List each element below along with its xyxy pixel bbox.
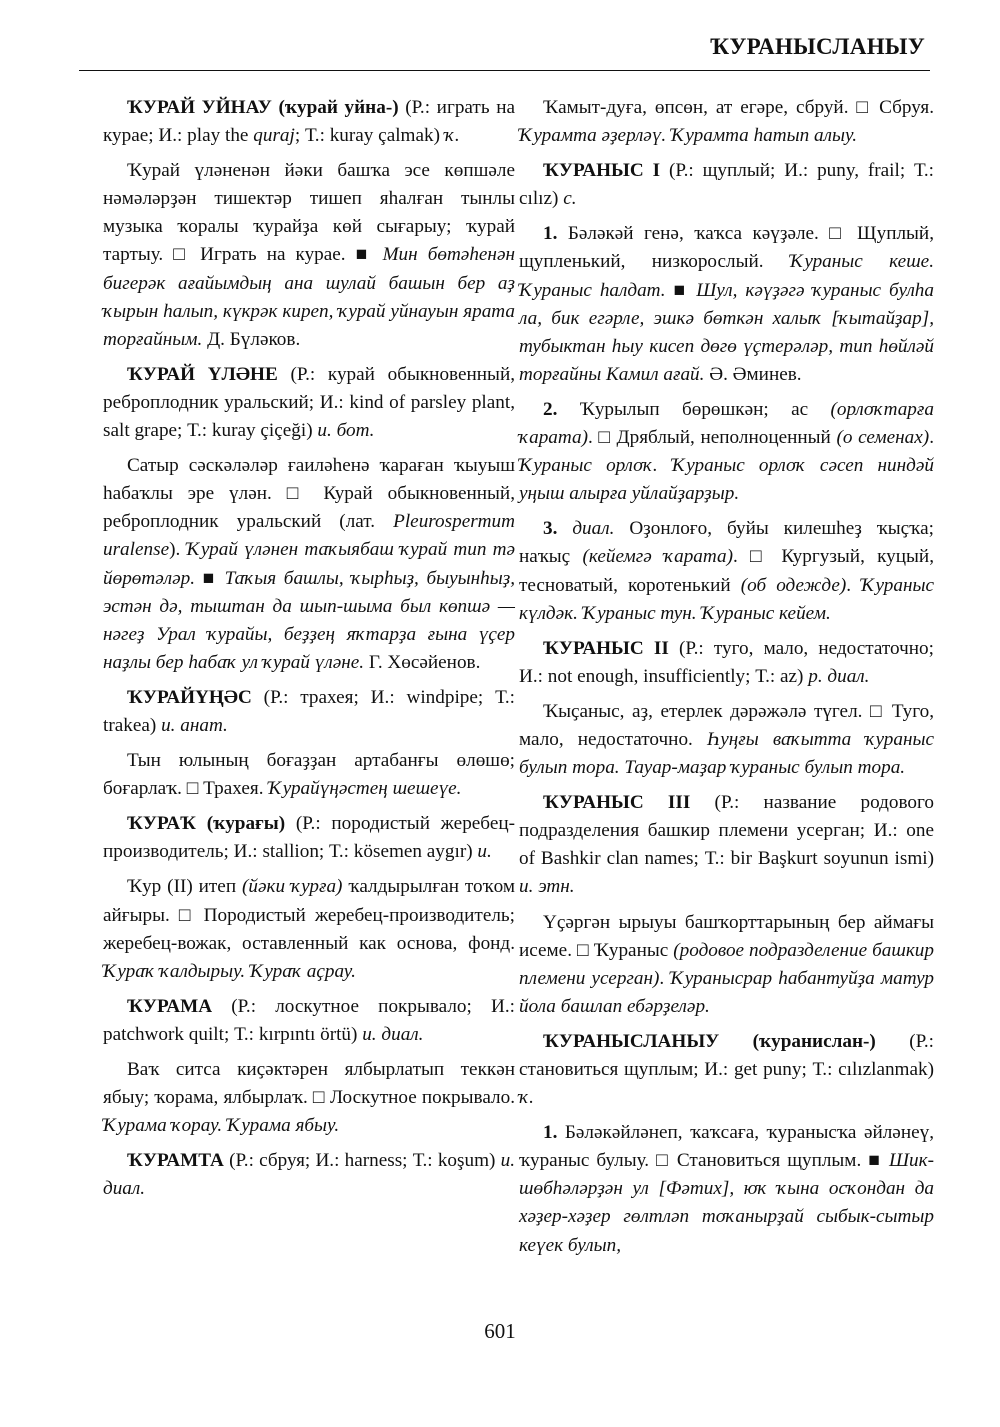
italic-run: (о семенах)	[836, 427, 930, 449]
italic-run: с.	[563, 188, 577, 210]
right-column	[519, 94, 934, 1260]
italic-run: Таҡыя башлы, ҡырһыҙ, быуынһыҙ, эстән дә, тыштан да шып-шыма был көпшә — нәгеҙ Урал ҡурайы, беҙҙең яҡтарҙа ғына үҫер наҙлы бер һабаҡ ул ҡурай үләне.	[103, 567, 515, 673]
bold-run: ҠУРАМТА	[127, 1150, 224, 1172]
italic-run: ҡ.	[444, 125, 460, 147]
running-head: ҠУРАНЫСЛАНЫУ	[710, 34, 925, 59]
dictionary-entry-text	[103, 452, 515, 677]
italic-run: Ҡуранысрар һабантуйҙа матур йола башлап ебәрҙеләр.	[519, 967, 935, 1017]
text-run: (Р.: играть на курае; И.: play the	[103, 97, 515, 147]
dictionary-entry-headword	[519, 635, 934, 691]
italic-run: Мин бөтәһенән бигерәк ағайымдың ана шулай башын бер аҙ ҡырын һалып, күкрәк киреп, ҡурай уйнауын ярата торғайным.	[103, 244, 515, 350]
dictionary-entry-headword	[103, 684, 515, 740]
italic-run: и. анат.	[161, 714, 228, 736]
dictionary-entry-text	[519, 1119, 934, 1259]
italic-run: и.	[477, 841, 492, 863]
italic-run: Ҡурамта әҙерләү. Ҡурамта һатып алыу.	[519, 125, 858, 147]
text-run: Ҡурай үләненән йәки башҡа эсе көпшәле нәмәләрҙән тишектәр тишеп яһалған тынлы музыка ҡоралы ҡурайҙа көй сығарыу; ҡурай тартыу. □ Играть на курае. ■	[103, 160, 515, 266]
text-run: (Р.: сбруя; И.: harness; Т.: koşum)	[223, 1150, 501, 1172]
italic-run: Һуңғы ваҡытта ҡураныс булып тора. Тауар-маҙар ҡураныс булып тора.	[519, 728, 934, 779]
dictionary-entry-text	[103, 1056, 515, 1140]
text-run: Оҙонлоғо, буйы килешһеҙ ҡыҫҡа; наҡыҫ	[519, 518, 935, 568]
dictionary-entry-headword	[519, 789, 934, 901]
text-run: ■	[195, 567, 225, 589]
text-run: . □ Кургузый, куцый, тесноватый, коротенький	[519, 546, 934, 596]
dictionary-entry-text	[103, 157, 515, 354]
italic-run: р. диал.	[808, 665, 870, 687]
bold-run: ҠУРАЙ УЙНАУ (ҡурай уйна-)	[127, 97, 399, 118]
italic-run: и. диал.	[103, 1150, 515, 1200]
bold-run: ҠУРАМА	[127, 995, 213, 1017]
italic-run: (йәки ҡурға)	[242, 876, 343, 898]
dictionary-entry-headword	[103, 94, 515, 150]
text-run: .	[846, 574, 862, 596]
text-run: Сатыр сәскәләләр ғаиләһенә ҡараған ҡыуыш һабаҡлы эре үлән. □ Курай обыкновенный, реброплодник уральский (лат.	[103, 455, 515, 533]
dictionary-entry-headword	[103, 810, 515, 866]
bold-run: ҠУРАНЫС I	[543, 160, 661, 182]
italic-run: Ҡурайүңәстең шешеүе.	[268, 778, 462, 800]
text-run: (Р.: название родового подразделения башкир племени усерган; И.: one of Bashkir clan names; Т.: bir Başkurt soyunun ismi)	[519, 792, 935, 870]
bold-run: 1.	[543, 1122, 558, 1144]
dictionary-entry-text	[519, 515, 934, 627]
text-run: Үҫәргән ырыуы башҡорттарының бер аймағы исеме. □ Ҡураныс	[519, 911, 934, 961]
italic-run: и. бот.	[317, 420, 375, 442]
italic-run: Ҡураныс күлдәк. Ҡураныс тун. Ҡураныс кейем.	[519, 574, 934, 624]
text-run: . □ Дряблый, неполноценный	[587, 427, 837, 449]
text-run: Ҡамыт-дуға, өпсөн, ат егәре, сбруй. □ Сбруя.	[543, 97, 934, 118]
italic-run: (орлоҡтарға ҡарата)	[519, 398, 934, 449]
italic-run: quraj	[253, 125, 295, 147]
bold-run: ҠУРАНЫС II	[543, 637, 669, 659]
bold-run: 2.	[543, 398, 558, 420]
text-run: ; Т.: kuray çalmak)	[294, 125, 445, 147]
italic-run: Ҡураҡ ҡалдырыу. Ҡураҡ аҫрау.	[103, 960, 356, 982]
text-run: Бәләкәйләнеп, ҡаҡсаға, ҡуранысҡа әйләнеү, ҡураныс булыу. □ Становиться щуплым. ■	[519, 1122, 934, 1172]
text-run: Бәләкәй генә, ҡаҡса кәүҙәле. □ Щуплый, щупленький, низкорослый.	[519, 223, 934, 273]
dictionary-entry-headword	[103, 993, 515, 1049]
dictionary-entry-text	[519, 909, 934, 1021]
text-run: .	[659, 967, 671, 989]
text-run: Ҡыҫаныс, аҙ, етерлек дәрәжәлә түгел. □ Туго, мало, недостаточно.	[519, 700, 934, 750]
bold-run: 3.	[543, 518, 558, 540]
text-run: Ә. Әминев.	[704, 363, 802, 385]
dictionary-entry-headword	[103, 1147, 515, 1203]
text-run: Ваҡ ситса киҫәктәрен ялбырлатып теккән ябыу; ҡорама, ялбырлаҡ. □ Лоскутное покрывало.	[103, 1059, 515, 1109]
text-run: Ҡурылып бөрөшкән; ас	[557, 398, 831, 420]
italic-run: Ҡураныс кеше. Ҡураныс һалдат.	[519, 251, 934, 301]
dictionary-entry-text	[103, 747, 515, 803]
bold-run: ҠУРАЙҮҢӘС	[127, 686, 252, 708]
text-run: (Р.: породистый жеребец-производитель; И.: stallion; Т.: kösemen aygır)	[103, 813, 515, 863]
italic-run: Ҡурама ҡорау. Ҡурама ябыу.	[103, 1115, 340, 1137]
italic-run: Шик-шөбһәләрҙән ул [Фәтих], юҡ ҡына осҡондан да хәҙер-хәҙер гөлтләп тоҡанырҙай сыбык-сытыр кеүек булып,	[519, 1150, 934, 1256]
italic-run: (родовое подразделение башкир племени усерган)	[519, 939, 934, 989]
dictionary-entry-text	[519, 698, 934, 782]
italic-run: Ҡураныс орлоҡ. Ҡураныс орлоҡ сәсеп ниндәй уңыш алырға уйлайҙарҙыр.	[519, 455, 934, 505]
italic-run: (кейемгә ҡарата)	[582, 546, 733, 568]
text-run: (Р.: щуплый; И.: puny, frail; Т.: cılız)	[519, 160, 934, 210]
bold-run: ҠУРАНЫС III	[543, 792, 691, 814]
page-number: 601	[484, 1319, 516, 1343]
dictionary-entry-text	[519, 396, 934, 508]
text-run: .	[929, 427, 934, 449]
text-run: ■	[665, 279, 697, 301]
text-run: Тын юлының боғаҙҙан артабанғы өлөшө; боғарлаҡ. □ Трахея.	[103, 750, 515, 800]
bold-run: ҠУРАНЫСЛАНЫУ (ҡуранислан-)	[543, 1030, 876, 1052]
bold-run: ҠУРАЙ ҮЛӘНЕ	[127, 363, 278, 385]
text-run: Г. Хөсәйенов.	[364, 651, 481, 673]
bold-run: ҠУРАҠ (ҡурағы)	[127, 813, 286, 835]
italic-run: и. диал.	[362, 1023, 424, 1045]
header-rule	[79, 70, 930, 71]
italic-run: Pleurospermum uralense	[103, 511, 515, 561]
italic-run: и. этн.	[519, 876, 575, 898]
text-run: ҡалдырылған тоҡом айғыры. □ Породистый жеребец-производитель; жеребец-вожак, оставленный как основа, фонд.	[103, 876, 516, 954]
dictionary-entry-text	[519, 94, 934, 150]
dictionary-entry-text	[519, 220, 934, 389]
text-run: Ҡур (II) итеп	[127, 876, 243, 898]
text-run: (Р.: туго, мало, недостаточно; И.: not enough, insufficiently; Т.: az)	[519, 637, 934, 687]
text-run: Д. Бүләков.	[202, 328, 301, 350]
text-run	[557, 518, 572, 539]
italic-run: Шул, кәүҙәгә ҡураныс булһа ла, бик егәрле, эшкә бөткән халыҡ [ҡытайҙар], тубыктан һыу кисеп дөгө үҫтерәләр, тип һөйләй торғайны Камил ағай.	[519, 279, 934, 385]
dictionary-entry-headword	[519, 157, 934, 213]
bold-run: 1.	[543, 223, 558, 245]
left-column	[103, 94, 515, 1203]
text-run: (Р.: становиться щуплым; И.: get puny; Т.: cılızlanmak)	[519, 1030, 934, 1080]
dictionary-entry-headword	[103, 361, 515, 445]
text-run: (Р.: лоскутное покрывало; И.: patchwork quilt; Т.: kırpıntı örtü)	[103, 995, 515, 1045]
italic-run: Ҡурай үләнен таҡыябаш ҡурай тип тә йөрөтәләр.	[103, 539, 516, 589]
italic-run: (об одежде)	[740, 574, 847, 596]
dictionary-entry-headword	[519, 1028, 934, 1112]
italic-run: ҡ.	[519, 1087, 534, 1109]
italic-run: диал.	[572, 518, 615, 540]
dictionary-entry-text	[103, 873, 515, 985]
text-run: ).	[169, 539, 187, 561]
text-run: (Р.: курай обыкновенный, реброплодник уральский; И.: kind of parsley plant, salt grape; Т.: kuray çiçeği)	[103, 363, 516, 442]
text-run: (Р.: трахея; И.: windpipe; Т.: trakea)	[103, 686, 515, 736]
